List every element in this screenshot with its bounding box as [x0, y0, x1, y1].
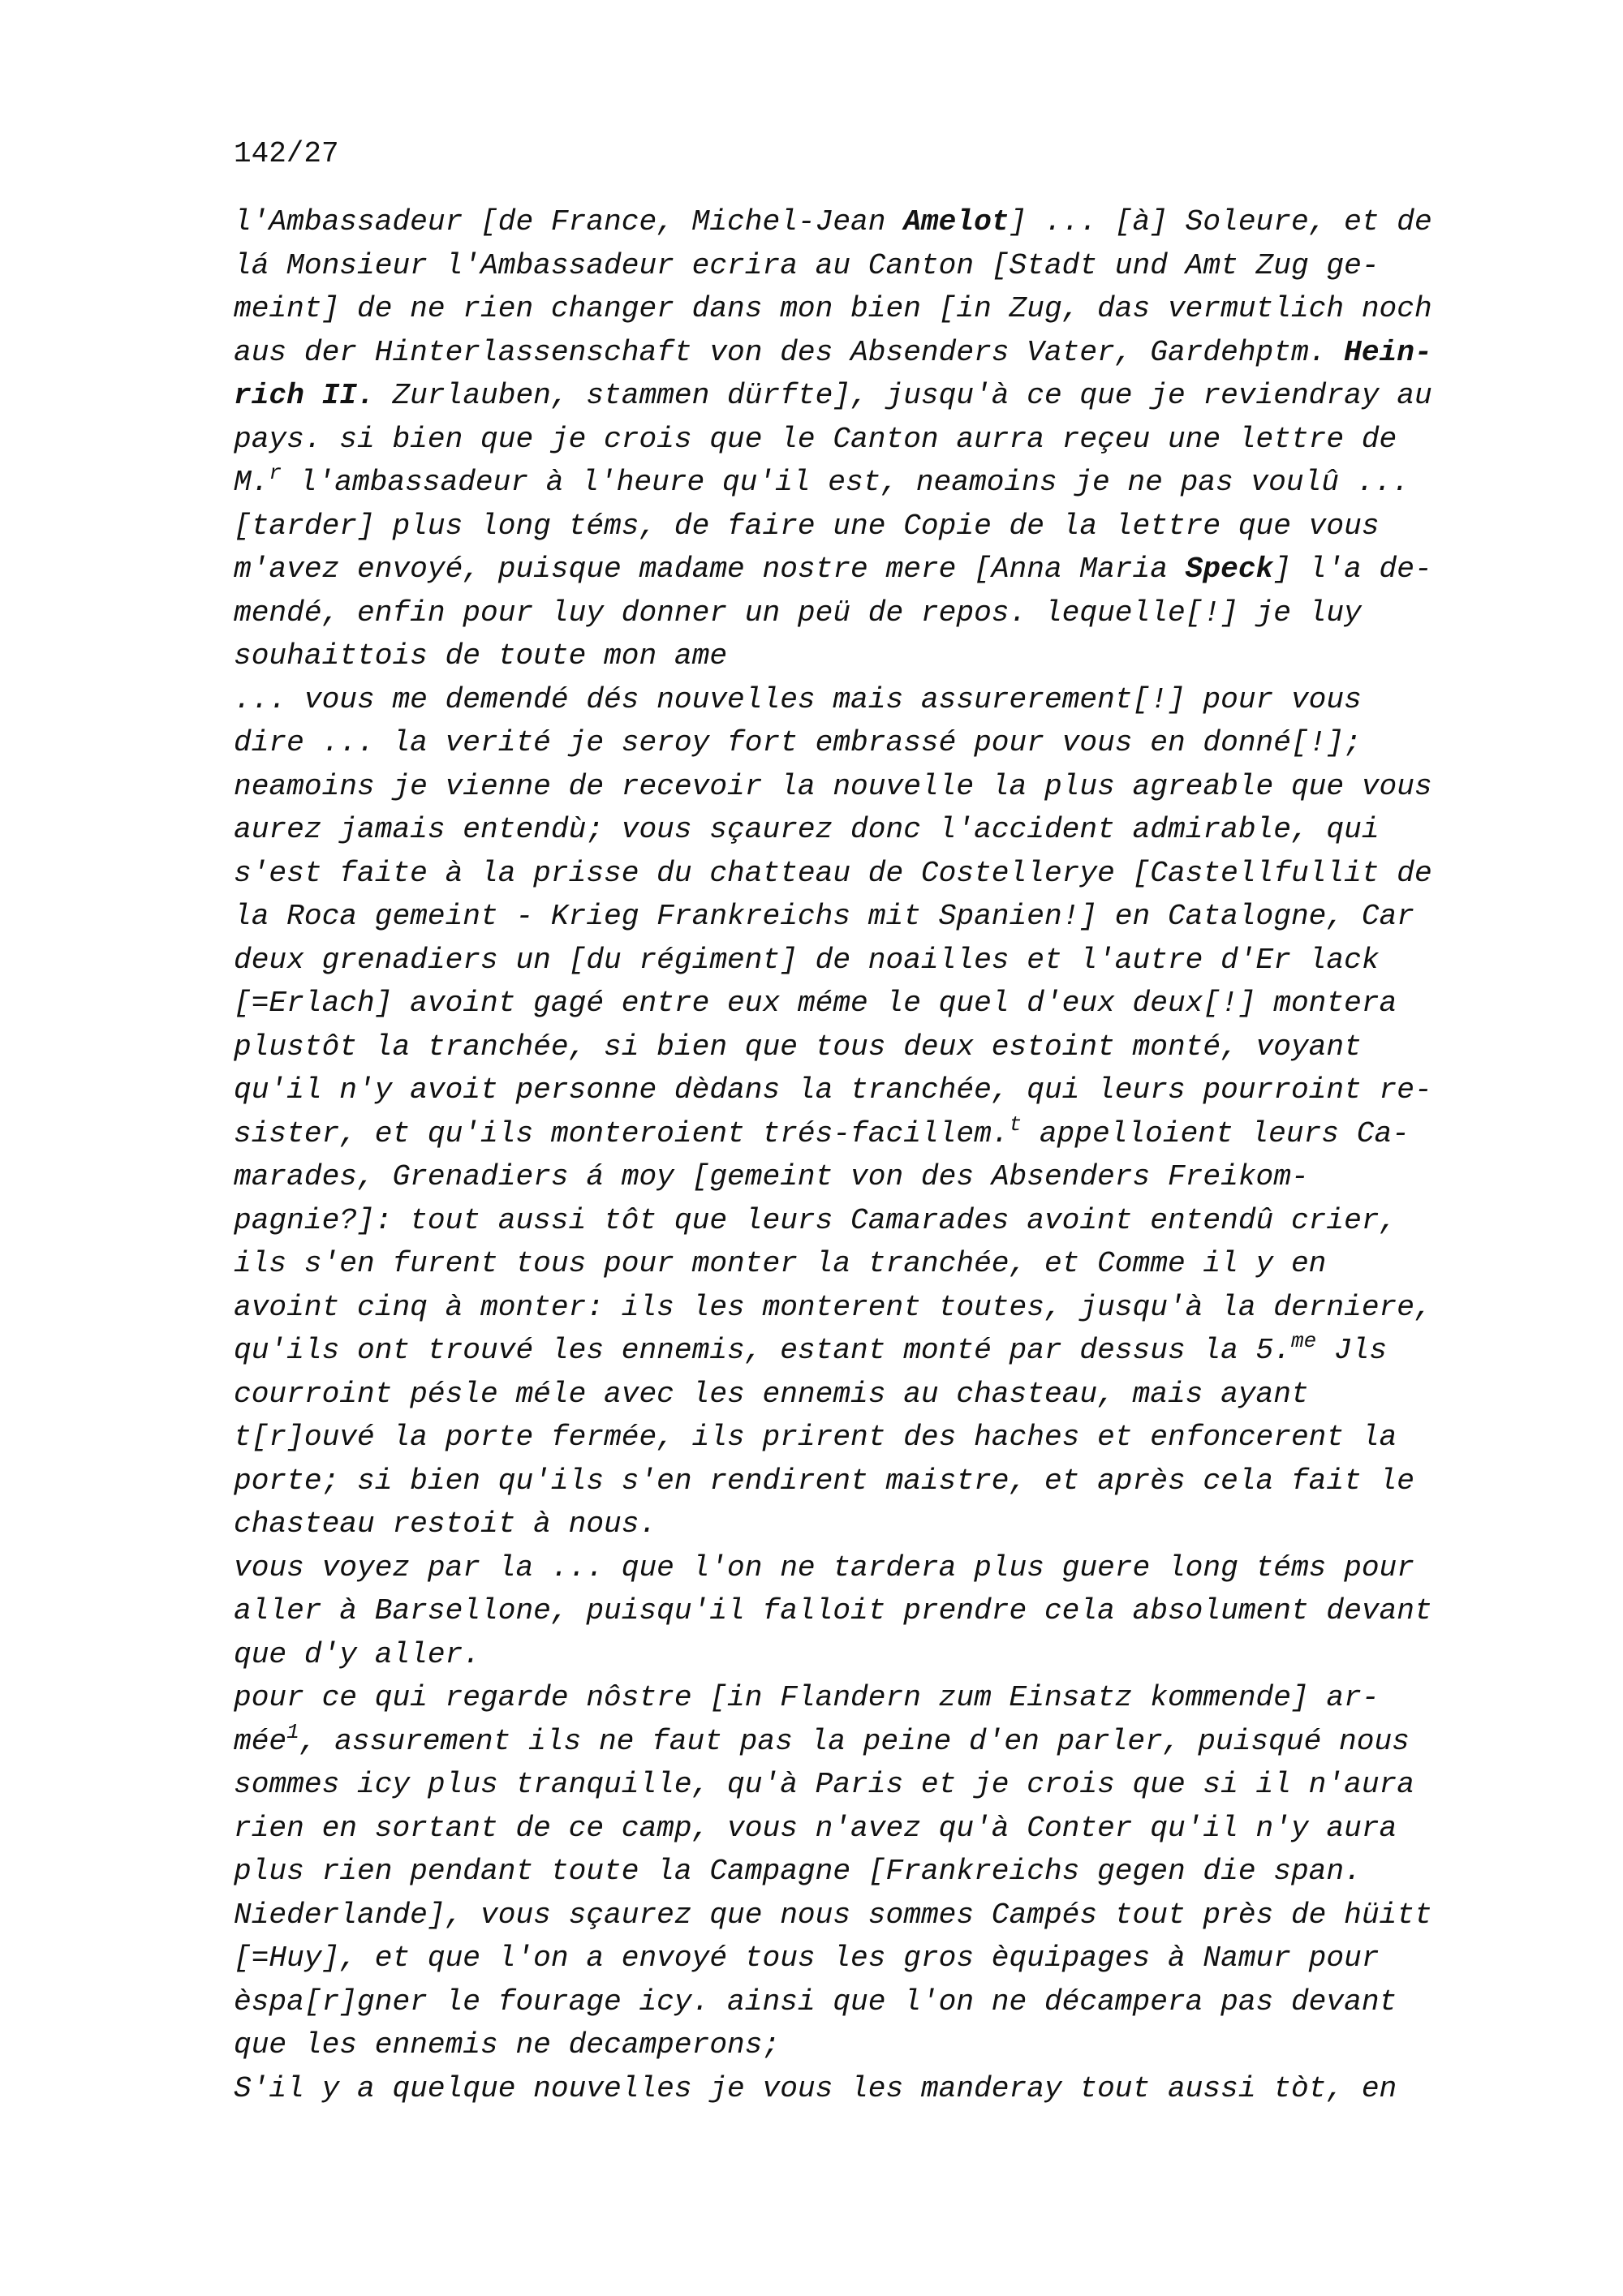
text-segment: courroint pésle méle avec les ennemis au chasteau, mais ayant: [234, 1377, 1309, 1411]
text-segment: appelloient leurs Ca-: [1022, 1116, 1410, 1150]
text-segment: aller à Barsellone, puisqu'il falloit prendre cela absolument devant: [234, 1594, 1432, 1627]
text-line: [234, 1068, 1467, 1112]
text-line: [234, 461, 1467, 505]
text-line: [234, 1850, 1467, 1894]
text-line: [234, 548, 1467, 591]
text-segment: la Roca gemeint - Krieg Frankreichs mit Spanien!] en Catalogne, Car: [234, 900, 1414, 933]
text-segment: chasteau restoit à nous.: [234, 1507, 657, 1541]
text-segment: l'Ambassadeur [de France, Michel-Jean: [234, 205, 904, 239]
text-segment: pays. si bien que je crois que le Canton aurra reçeu une lettre de: [234, 422, 1397, 456]
text-segment: pagnie?]: tout aussi tôt que leurs Camarades avoint entendû crier,: [234, 1203, 1397, 1237]
text-line: [234, 591, 1467, 635]
bold-name: rich II.: [234, 379, 375, 412]
text-segment: Jls: [1316, 1334, 1388, 1367]
text-line: [234, 1720, 1467, 1764]
text-line: [234, 505, 1467, 548]
text-line: [234, 418, 1467, 462]
text-segment: aus der Hinterlassenschaft von des Absenders Vater, Gardehptm.: [234, 335, 1345, 369]
page-number: 142/27: [234, 137, 339, 170]
text-segment: Niederlande], vous sçaurez que nous sommes Campés tout près de hüitt: [234, 1898, 1432, 1932]
text-line: [234, 1937, 1467, 1980]
text-segment: plus rien pendant toute la Campagne [Frankreichs gegen die span.: [234, 1855, 1362, 1888]
text-line: [234, 1633, 1467, 1677]
text-line: [234, 765, 1467, 809]
text-line: [234, 1807, 1467, 1851]
text-segment: ils s'en furent tous pour monter la tranchée, et Comme il y en: [234, 1247, 1327, 1280]
text-line: [234, 895, 1467, 939]
text-line: [234, 1416, 1467, 1460]
text-segment: èspa[r]gner le fourage icy. ainsi que l'on ne décampera pas devant: [234, 1984, 1397, 2019]
text-line: [234, 1980, 1467, 2024]
text-line: [234, 2067, 1467, 2111]
text-line: [234, 1199, 1467, 1243]
text-line: [234, 1676, 1467, 1720]
text-segment: [=Erlach] avoint gagé entre eux méme le quel d'eux deux[!] montera: [234, 987, 1397, 1020]
text-segment: aurez jamais entendù; vous sçaurez donc l'accident admirable, qui: [234, 813, 1380, 846]
text-segment: [=Huy], et que l'on a envoyé tous les gros èquipages à Namur pour: [234, 1941, 1380, 1975]
text-line: [234, 939, 1467, 982]
superscript: me: [1290, 1329, 1317, 1353]
text-segment: lá Monsieur l'Ambassadeur ecrira au Canton [Stadt und Amt Zug ge-: [234, 248, 1380, 282]
text-segment: pour ce qui regarde nôstre [in Flandern zum Einsatz kommende] ar-: [234, 1681, 1380, 1714]
text-segment: dire ... la verité je seroy fort embrassé pour vous en donné[!];: [234, 726, 1362, 759]
text-segment: rien en sortant de ce camp, vous n'avez qu'à Conter qu'il n'y aura: [234, 1811, 1397, 1845]
text-segment: porte; si bien qu'ils s'en rendirent maistre, et après cela fait le: [234, 1464, 1414, 1498]
text-line: [234, 1112, 1467, 1156]
text-segment: plustôt la tranchée, si bien que tous deux estoint monté, voyant: [234, 1030, 1362, 1064]
text-segment: mendé, enfin pour luy donner un peü de repos. lequelle[!] je luy: [234, 595, 1362, 630]
text-line: [234, 1503, 1467, 1546]
text-line: [234, 244, 1467, 288]
text-segment: deux grenadiers un [du régiment] de noailles et l'autre d'Er lack: [234, 943, 1380, 977]
text-segment: neamoins je vienne de recevoir la nouvelle la plus agreable que vous: [234, 769, 1432, 803]
text-line: [234, 1329, 1467, 1373]
text-segment: avoint cinq à monter: ils les monterent toutes, jusqu'à la derniere,: [234, 1290, 1432, 1324]
text-segment: , assurement ils ne faut pas la peine d'en parler, puisqué nous: [299, 1724, 1410, 1758]
text-segment: [tarder] plus long téms, de faire une Copie de la lettre que vous: [234, 509, 1380, 543]
text-line: [234, 1546, 1467, 1590]
text-line: [234, 634, 1467, 678]
text-segment: qu'ils ont trouvé les ennemis, estant monté par dessus la 5.: [234, 1334, 1291, 1367]
text-segment: t[r]ouvé la porte fermée, ils prirent des haches et enfoncerent la: [234, 1421, 1397, 1454]
text-line: [234, 200, 1467, 244]
text-line: [234, 852, 1467, 896]
text-line: [234, 2023, 1467, 2067]
bold-name: Amelot: [903, 205, 1010, 239]
superscript: r: [269, 461, 282, 485]
text-segment: que d'y aller.: [234, 1637, 481, 1671]
text-line: [234, 331, 1467, 375]
text-segment: M.: [234, 466, 269, 499]
bold-name: Hein-: [1344, 335, 1432, 369]
text-line: [234, 982, 1467, 1025]
text-segment: qu'il n'y avoit personne dèdans la tranchée, qui leurs pourroint re-: [234, 1073, 1432, 1107]
text-segment: l'ambassadeur à l'heure qu'il est, neamoins je ne pas voulû ...: [282, 466, 1410, 499]
text-segment: souhaittois de toute mon ame: [234, 639, 728, 673]
text-line: [234, 1286, 1467, 1330]
bold-name: Speck: [1185, 553, 1274, 586]
text-segment: S'il y a quelque nouvelles je vous les manderay tout aussi tòt, en: [234, 2071, 1397, 2105]
text-segment: sister, et qu'ils monteroient trés-facillem.: [234, 1116, 1010, 1150]
text-line: [234, 374, 1467, 418]
text-segment: sommes icy plus tranquille, qu'à Paris et je crois que si il n'aura: [234, 1768, 1414, 1801]
text-line: [234, 1242, 1467, 1286]
text-line: [234, 721, 1467, 765]
text-segment: vous voyez par la ... que l'on ne tardera plus guere long téms pour: [234, 1550, 1414, 1584]
text-segment: ] l'a de-: [1273, 553, 1432, 586]
text-line: [234, 1894, 1467, 1937]
text-line: [234, 1763, 1467, 1807]
text-segment: ] ... [à] Soleure, et de: [1009, 205, 1432, 239]
superscript: 1: [286, 1719, 299, 1744]
text-line: [234, 1373, 1467, 1417]
text-segment: que les ennemis ne decamperons;: [234, 2028, 781, 2062]
text-segment: m'avez envoyé, puisque madame nostre mere [Anna Maria: [234, 553, 1186, 586]
text-line: [234, 1460, 1467, 1503]
letter-transcription: [234, 200, 1467, 2110]
text-segment: ... vous me demendé dés nouvelles mais assurerement[!] pour vous: [234, 682, 1362, 716]
text-segment: s'est faite à la prisse du chatteau de Costelleryе [Castellfullit de: [234, 856, 1432, 890]
text-line: [234, 1025, 1467, 1069]
text-segment: Zurlauben, stammen dürfte], jusqu'à ce que je reviendray au: [374, 379, 1432, 412]
text-segment: mée: [234, 1724, 287, 1758]
text-segment: meint] de ne rien changer dans mon bien [in Zug, das vermutlich noch: [234, 292, 1432, 325]
text-line: [234, 678, 1467, 722]
text-line: [234, 1155, 1467, 1199]
text-segment: marades, Grenadiers á moy [gemeint von des Absenders Freikom-: [234, 1160, 1309, 1193]
text-line: [234, 808, 1467, 852]
text-line: [234, 287, 1467, 331]
superscript: t: [1009, 1111, 1022, 1137]
text-line: [234, 1589, 1467, 1633]
